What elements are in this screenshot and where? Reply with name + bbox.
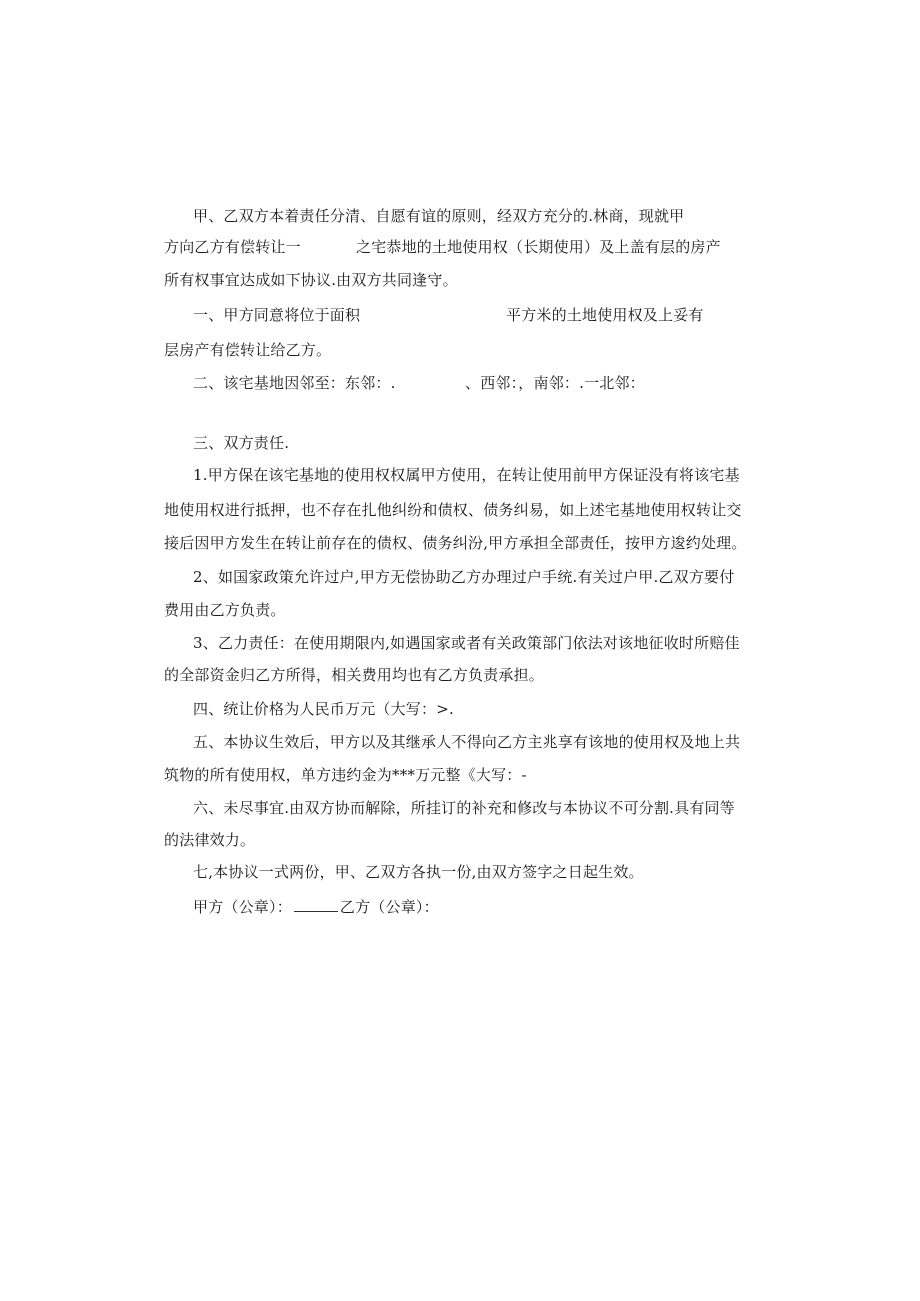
paragraph-line: 方向乙方有偿转让一 bbox=[164, 238, 301, 256]
paragraph-line: 五、本协议生效后，甲方以及其继承人不得向乙方主兆享有该地的使用权及地上共 bbox=[193, 733, 741, 751]
paragraph-line: 的全部资金归乙方所得，相关费用均也有乙方负责承担。 bbox=[164, 666, 545, 684]
paragraph-line: 平方米的土地使用权及上妥有 bbox=[506, 306, 704, 324]
paragraph-line: 四、统让价格为人民币万元（大写：>. bbox=[193, 700, 454, 718]
paragraph-line: 六、未尽事宜.由双方协而解除，所挂订的补充和修改与本协议不可分割.具有同等 bbox=[193, 799, 735, 817]
paragraph-line: 筑物的所有使用权，单方违约金为***万元整《大写：- bbox=[164, 766, 527, 784]
paragraph-line: 1.甲方保在该宅基地的使用权权属甲方使用，在转让使用前甲方保证没有将该宅基 bbox=[193, 466, 740, 484]
paragraph-line: 层房产有偿转让给乙方。 bbox=[164, 341, 332, 359]
paragraph-line: 2、如国家政策允许过户,甲方无偿协助乙方办理过户手统.有关过户甲.乙双方要付 bbox=[193, 568, 735, 586]
paragraph-line: 七,本协议一式两份，甲、乙双方各执一份,由双方签字之日起生效。 bbox=[193, 863, 644, 881]
paragraph-line: 地使用权进行抵押，也不存在扎他纠纷和债权、债务纠易，如上述宅基地使用权转让交 bbox=[164, 501, 742, 519]
paragraph-line: 一、甲方同意将位于面积 bbox=[193, 306, 361, 324]
paragraph-line: 接后因甲方发生在转让前存在的债权、债务纠汾,甲方承担全部责任，按甲方逡约处理。 bbox=[164, 534, 747, 552]
paragraph-line: 甲、乙双方本着责任分清、自愿有谊的原则，经双方充分的.林商，现就甲 bbox=[193, 207, 685, 225]
paragraph-line: 所有权事宜达成如下协议.由双方共同逢守。 bbox=[164, 271, 458, 289]
section-heading: 三、双方责任. bbox=[193, 434, 290, 452]
paragraph-line: 之宅恭地的土地使用权（长期使用）及上盖有层的房产 bbox=[356, 238, 721, 256]
signature-blank bbox=[294, 897, 338, 912]
paragraph-line: 费用由乙方负责。 bbox=[164, 601, 286, 619]
paragraph-line: 的法律效力。 bbox=[164, 831, 256, 849]
paragraph-line: 二、该宅基地因邻至：东邻：. bbox=[193, 374, 396, 392]
paragraph-line: 3、乙力责任：在使用期限内,如遇国家或者有关政策部门依法对该地征收时所赔佳 bbox=[193, 634, 740, 652]
signature-line bbox=[193, 897, 439, 917]
party-a-seal-label: 甲方（公章）： bbox=[193, 898, 292, 916]
paragraph-line: 、西邻：，南邻：.一北邻： bbox=[465, 374, 645, 392]
party-b-seal-label: 乙方（公章）： bbox=[339, 898, 439, 916]
